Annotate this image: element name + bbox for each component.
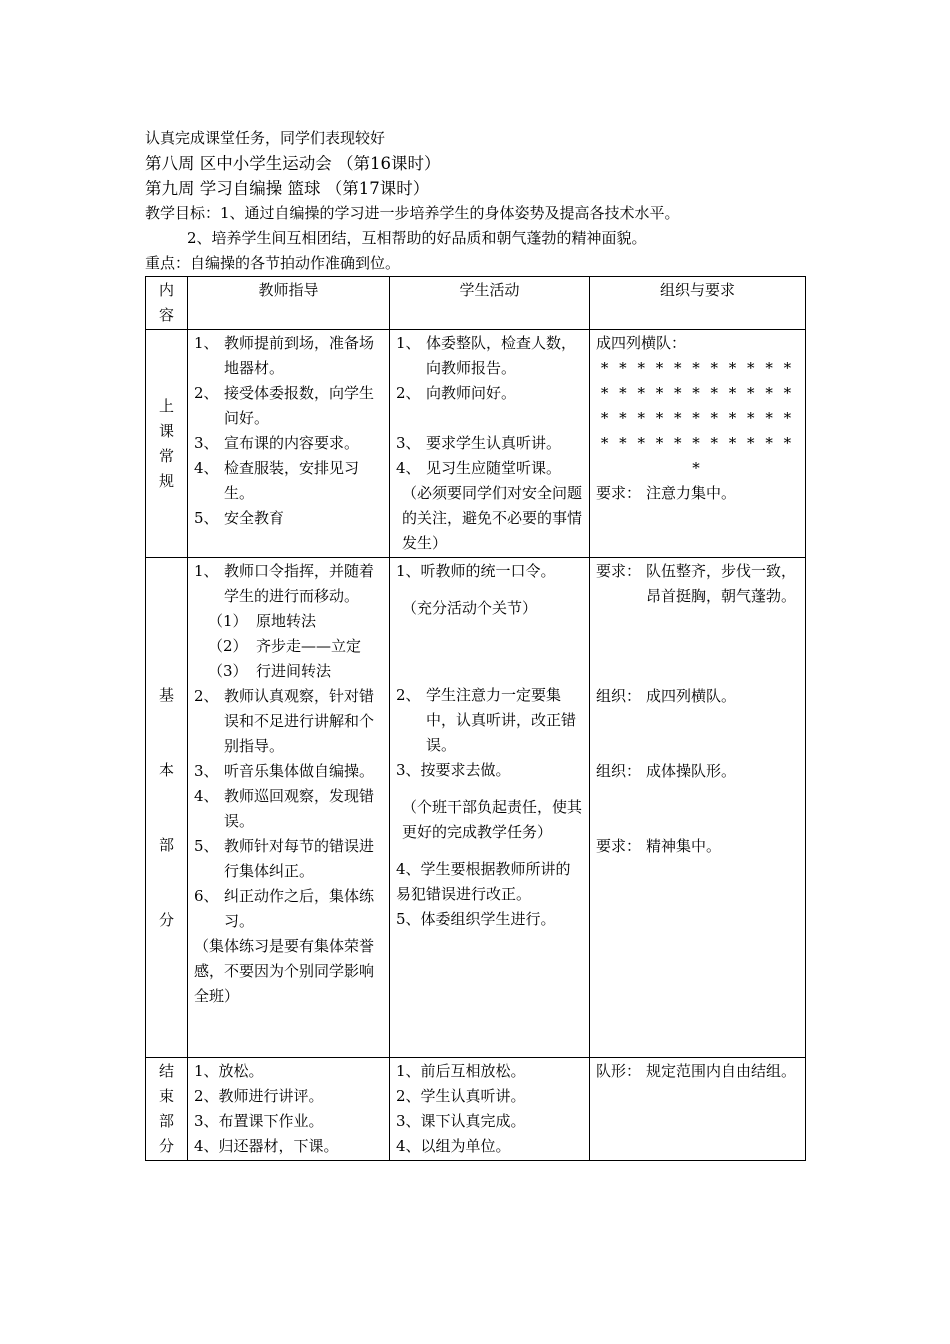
student-item-4: 4、学生要根据教师所讲的易犯错误进行改正。 — [396, 860, 571, 903]
spacer — [596, 709, 799, 759]
end-label-3: 部 — [158, 1112, 174, 1130]
group-practice-note: （集体练习是要有集体荣誉感，不要因为个别同学影响全班） — [194, 937, 375, 1005]
safety-note: （必须要同学们对安全问题的关注，避免不必要的事情发生） — [402, 484, 583, 552]
item-text: 检查服装，安排见习生。 — [224, 459, 360, 502]
list-item — [396, 683, 583, 758]
header-student: 学生活动 — [390, 277, 590, 330]
list-item: 1、放松。 — [194, 1062, 264, 1080]
item-text: 教师口令指挥，并随着学生的进行而移动。 — [224, 562, 375, 605]
basic-label-1: 基 — [158, 685, 174, 704]
item-number: 4、 — [194, 787, 219, 805]
end-row — [146, 1058, 806, 1161]
basic-label-2: 本 — [158, 760, 174, 779]
item-number: 1、 — [194, 334, 219, 352]
spacer — [596, 784, 799, 834]
week9-title: 第九周 学习自编操 篮球 （第17课时） — [145, 179, 430, 198]
list-item — [396, 456, 583, 481]
end-label-1: 结 — [158, 1062, 174, 1080]
item-number: 3、 — [194, 434, 219, 452]
header-content-1: 内 — [158, 281, 174, 299]
list-item — [194, 331, 383, 381]
spacer — [396, 845, 583, 857]
list-item: 2、学生认真听讲。 — [396, 1087, 526, 1105]
table-header-row — [146, 277, 806, 330]
spacer — [396, 621, 583, 683]
requirement — [596, 559, 799, 609]
formation-row: * * * * * * * * * * * — [600, 409, 795, 427]
item-text: 教师认真观察，针对错误和不足进行讲解和个别指导。 — [224, 687, 375, 755]
routine-label-2: 课 — [158, 421, 174, 440]
sub-text: 原地转法 — [256, 612, 317, 630]
student-note-1: （充分活动个关节） — [402, 599, 538, 617]
list-item — [396, 331, 583, 381]
header-org: 组织与要求 — [590, 277, 806, 330]
item-text: 安全教育 — [224, 509, 285, 527]
routine-label — [146, 330, 188, 558]
sub-number: （1） — [208, 612, 248, 630]
student-item-5: 5、体委组织学生进行。 — [396, 910, 556, 928]
list-item — [194, 506, 383, 531]
spacer — [396, 783, 583, 795]
requirement — [596, 834, 799, 859]
header-content — [146, 277, 188, 330]
formation-teacher-mark: * — [692, 459, 703, 477]
key-point: 重点：自编操的各节拍动作准确到位。 — [145, 254, 401, 272]
sub-number: （3） — [208, 662, 248, 680]
formation-row: * * * * * * * * * * * — [600, 434, 795, 452]
basic-label-4: 分 — [158, 910, 174, 929]
list-item — [396, 431, 583, 456]
sub-number: （2） — [208, 637, 248, 655]
item-text: 向教师问好。 — [426, 384, 517, 402]
list-item — [194, 381, 383, 431]
list-item: 3、布置课下作业。 — [194, 1112, 324, 1130]
formation-row: * * * * * * * * * * * — [600, 359, 795, 377]
end-label-2: 束 — [158, 1087, 174, 1105]
item-text: 教师针对每节的错误进行集体纠正。 — [224, 837, 375, 880]
list-item — [194, 684, 383, 759]
organization-label: 组织： — [596, 762, 642, 780]
sub-text: 行进间转法 — [256, 662, 332, 680]
formation-title: 成四列横队： — [596, 334, 687, 352]
formation-text: 规定范围内自由结组。 — [646, 1062, 797, 1080]
sub-item — [194, 659, 383, 684]
item-text: 宣布课的内容要求。 — [224, 434, 360, 452]
list-item: 4、以组为单位。 — [396, 1137, 511, 1155]
basic-label — [146, 558, 188, 1058]
list-item — [396, 381, 583, 406]
list-item: 4、归还器材，下课。 — [194, 1137, 339, 1155]
end-label — [146, 1058, 188, 1161]
sub-item — [194, 634, 383, 659]
item-text: 学生注意力一定要集中，认真听讲，改正错误。 — [426, 686, 577, 754]
item-number: 2、 — [396, 384, 421, 402]
lesson-plan-table — [145, 276, 806, 1161]
requirement-text: 精神集中。 — [646, 837, 722, 855]
goal-1: 教学目标：1、通过自编操的学习进一步培养学生的身体姿势及提高各技术水平。 — [145, 204, 680, 222]
list-item — [194, 784, 383, 834]
item-number: 1、 — [396, 334, 421, 352]
requirement-label: 要求： — [596, 484, 642, 502]
student-item-1: 1、听教师的统一口令。 — [396, 562, 556, 580]
item-number: 2、 — [194, 687, 219, 705]
organization-text: 成体操队形。 — [646, 762, 737, 780]
routine-label-4: 规 — [158, 471, 174, 490]
list-item — [194, 759, 383, 784]
basic-student — [390, 558, 590, 1058]
student-item-3: 3、按要求去做。 — [396, 761, 511, 779]
end-student — [390, 1058, 590, 1161]
item-number: 5、 — [194, 837, 219, 855]
organization-text: 成四列横队。 — [646, 687, 737, 705]
item-number: 5、 — [194, 509, 219, 527]
item-number: 4、 — [396, 459, 421, 477]
item-number: 2、 — [194, 384, 219, 402]
routine-label-3: 常 — [158, 446, 174, 465]
item-number: 6、 — [194, 887, 219, 905]
item-text: 纠正动作之后，集体练习。 — [224, 887, 375, 930]
header-content-2: 容 — [158, 306, 174, 324]
week8-title: 第八周 区中小学生运动会 （第16课时） — [145, 154, 441, 173]
organization — [596, 759, 799, 784]
basic-row — [146, 558, 806, 1058]
requirement-label: 要求： — [596, 562, 642, 580]
list-item — [194, 834, 383, 884]
goal-2: 2、培养学生间互相团结，互相帮助的好品质和朝气蓬勃的精神面貌。 — [187, 229, 647, 247]
routine-student — [390, 330, 590, 558]
spacer — [396, 406, 583, 431]
list-item — [194, 431, 383, 456]
item-text: 教师巡回观察，发现错误。 — [224, 787, 375, 830]
requirement — [596, 481, 799, 506]
formation-row: * * * * * * * * * * * — [600, 384, 795, 402]
item-text: 接受体委报数，向学生问好。 — [224, 384, 375, 427]
summary-line: 认真完成课堂任务，同学们表现较好 — [145, 129, 386, 147]
basic-label-3: 部 — [158, 835, 174, 854]
routine-label-1: 上 — [158, 396, 174, 415]
organization-label: 组织： — [596, 687, 642, 705]
end-label-4: 分 — [158, 1137, 174, 1155]
student-note-3: （个班干部负起责任，使其更好的完成教学任务） — [402, 798, 583, 841]
requirement-label: 要求： — [596, 837, 642, 855]
item-text: 要求学生认真听讲。 — [426, 434, 562, 452]
header-teacher: 教师指导 — [188, 277, 390, 330]
formation-note — [596, 1059, 799, 1084]
basic-teacher — [188, 558, 390, 1058]
item-number: 1、 — [194, 562, 219, 580]
item-text: 见习生应随堂听课。 — [426, 459, 562, 477]
sub-text: 齐步走——立定 — [256, 637, 362, 655]
requirement-text: 注意力集中。 — [646, 484, 737, 502]
organization — [596, 684, 799, 709]
end-teacher — [188, 1058, 390, 1161]
item-text: 听音乐集体做自编操。 — [224, 762, 375, 780]
item-number: 3、 — [194, 762, 219, 780]
end-org — [590, 1058, 806, 1161]
item-number: 4、 — [194, 459, 219, 477]
item-text: 教师提前到场，准备场地器材。 — [224, 334, 375, 377]
routine-teacher — [188, 330, 390, 558]
item-number: 2、 — [396, 686, 421, 704]
requirement-text: 队伍整齐，步伐一致，昂首挺胸，朝气蓬勃。 — [646, 562, 797, 605]
list-item — [194, 456, 383, 506]
list-item — [194, 884, 383, 934]
item-text: 体委整队，检查人数，向教师报告。 — [426, 334, 577, 377]
list-item: 1、前后互相放松。 — [396, 1062, 526, 1080]
item-number: 3、 — [396, 434, 421, 452]
basic-org — [590, 558, 806, 1058]
routine-row — [146, 330, 806, 558]
list-item: 3、课下认真完成。 — [396, 1112, 526, 1130]
sub-item — [194, 609, 383, 634]
formation-label: 队形： — [596, 1062, 642, 1080]
list-item — [194, 559, 383, 609]
routine-org — [590, 330, 806, 558]
document-page — [145, 126, 805, 1161]
list-item: 2、教师进行讲评。 — [194, 1087, 324, 1105]
spacer — [396, 584, 583, 596]
spacer — [596, 609, 799, 684]
